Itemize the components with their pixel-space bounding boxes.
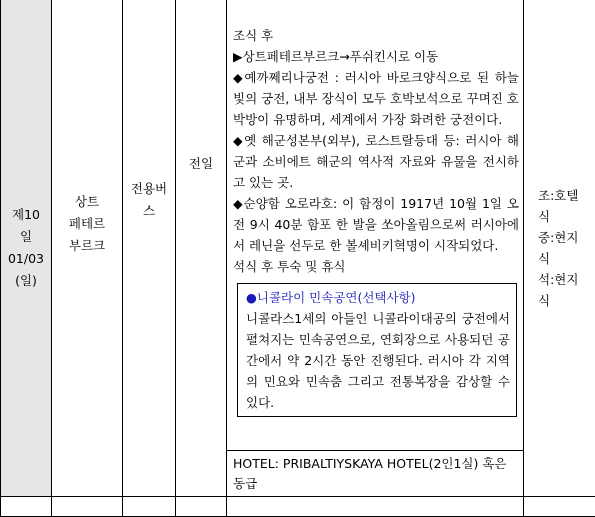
city-line: 상트 [52,191,122,213]
day-number: 제10 [1,204,51,226]
meal-line: 석:현지 [538,269,595,290]
detail-line: ▶상트페테르부르크→푸쉬킨시로 이동 [233,46,519,67]
city-line: 페테르 [52,213,122,235]
hotel-text: HOTEL: PRIBALTIYSKAYA HOTEL(2인1실) 혹은 동급 [233,454,519,494]
meal-line: 식 [538,206,595,227]
detail-cell [227,0,524,451]
optional-tour-text: 니콜라스1세의 아들인 니콜라이대공의 궁전에서 펼쳐지는 민속공연으로, 연회장으로 사용되던 공간에서 약 2시간 동안 진행된다. 러시아 각 지역의 민요와 민속춤 그리고 전통복장을 감상할 수 있다. [246,308,510,413]
day-unit: 일 [1,226,51,248]
next-row-cell [176,497,227,517]
next-row-cell [123,497,176,517]
detail-line: 석식 후 투숙 및 휴식 [233,256,519,277]
detail-paragraph: ◆예까쩨리나궁전 : 러시아 바로크양식으로 된 하늘빛의 궁전, 내부 장식이 모두 호박보석으로 꾸며진 호박방이 유명하며, 세계에서 가장 화려한 궁전이다. [233,67,519,130]
transport-line: 스 [123,200,175,222]
transport-cell [123,0,176,497]
city-line: 부르크 [52,235,122,257]
transport-line: 전용버 [123,178,175,200]
meal-cell [524,0,595,497]
meal-line: 조:호텔 [538,185,595,206]
next-row-cell [1,497,52,517]
city-cell [52,0,123,497]
meal-line: 식 [538,248,595,269]
optional-tour-box [237,283,517,417]
detail-paragraph: ◆옛 해군성본부(외부), 로스트랄등대 등: 러시아 해군과 소비에트 해군의 역사적 자료와 유물을 전시하고 있는 곳. [233,130,519,193]
optional-tour-title: ●니콜라이 민속공연(선택사항) [246,287,510,308]
next-row-cell [227,497,524,517]
hotel-cell [227,451,524,497]
time-cell [176,0,227,497]
next-row-cell [524,497,595,517]
day-weekday: (일) [1,270,51,292]
next-row-cell [52,497,123,517]
detail-line: 조식 후 [233,25,519,46]
detail-paragraph: ◆순양함 오로라호: 이 함정이 1917년 10월 1일 오전 9시 40분 함포 한 발을 쏘아올림으로써 러시아에서 레닌을 선두로 한 볼셰비키혁명이 시작되었다. [233,193,519,256]
day-cell [1,0,52,497]
meal-line: 중:현지 [538,227,595,248]
day-date: 01/03 [1,248,51,270]
meal-line: 식 [538,290,595,311]
time-label: 전일 [176,154,226,172]
